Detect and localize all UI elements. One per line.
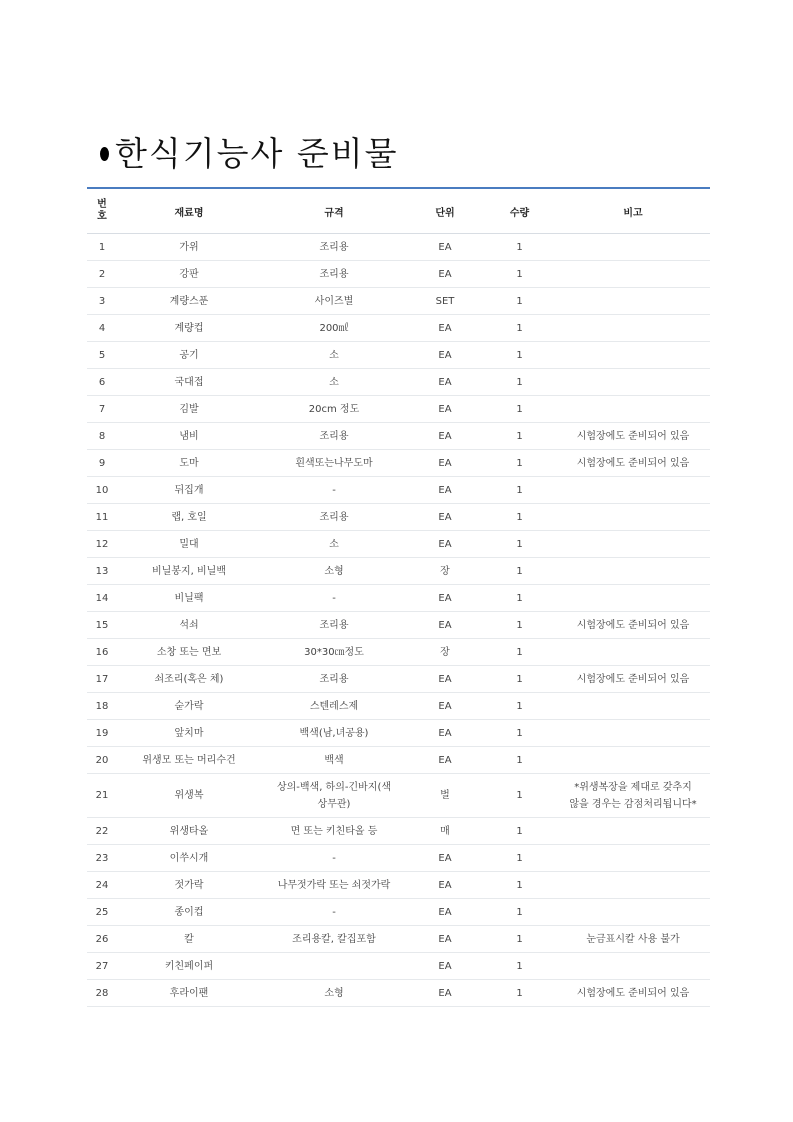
table-row bbox=[87, 926, 710, 953]
cell-unit: EA bbox=[407, 342, 483, 369]
cell-spec: 소형 bbox=[261, 980, 407, 1007]
cell-number: 16 bbox=[87, 639, 117, 666]
cell-qty: 1 bbox=[483, 450, 556, 477]
table-row bbox=[87, 747, 710, 774]
cell-note: 시험장에도 준비되어 있음 bbox=[556, 612, 710, 639]
cell-note: 시험장에도 준비되어 있음 bbox=[556, 666, 710, 693]
cell-number: 22 bbox=[87, 818, 117, 845]
cell-name: 뒤집개 bbox=[117, 477, 261, 504]
table-row bbox=[87, 450, 710, 477]
cell-spec: 흰색또는나무도마 bbox=[261, 450, 407, 477]
cell-unit: EA bbox=[407, 666, 483, 693]
page-title: 한식기능사 준비물 bbox=[115, 134, 399, 173]
cell-name: 후라이팬 bbox=[117, 980, 261, 1007]
table-row bbox=[87, 342, 710, 369]
cell-spec: 조리용 bbox=[261, 612, 407, 639]
cell-unit: EA bbox=[407, 531, 483, 558]
cell-unit: EA bbox=[407, 953, 483, 980]
cell-note bbox=[556, 872, 710, 899]
cell-number: 17 bbox=[87, 666, 117, 693]
cell-spec: 스텐레스제 bbox=[261, 693, 407, 720]
cell-note bbox=[556, 531, 710, 558]
cell-name: 젓가락 bbox=[117, 872, 261, 899]
cell-qty: 1 bbox=[483, 531, 556, 558]
cell-note: 시험장에도 준비되어 있음 bbox=[556, 980, 710, 1007]
cell-name: 키친페이퍼 bbox=[117, 953, 261, 980]
cell-qty: 1 bbox=[483, 423, 556, 450]
cell-qty: 1 bbox=[483, 288, 556, 315]
cell-number: 25 bbox=[87, 899, 117, 926]
cell-note bbox=[556, 369, 710, 396]
table-row bbox=[87, 980, 710, 1007]
cell-unit: 벌 bbox=[407, 774, 483, 818]
cell-unit: EA bbox=[407, 477, 483, 504]
cell-spec: 나무젓가락 또는 쇠젓가락 bbox=[261, 872, 407, 899]
cell-unit: EA bbox=[407, 845, 483, 872]
cell-name: 국대접 bbox=[117, 369, 261, 396]
cell-number: 20 bbox=[87, 747, 117, 774]
cell-unit: EA bbox=[407, 980, 483, 1007]
table-row bbox=[87, 612, 710, 639]
cell-qty: 1 bbox=[483, 720, 556, 747]
cell-note bbox=[556, 953, 710, 980]
supplies-table bbox=[87, 187, 710, 1007]
header-unit: 단위 bbox=[407, 188, 483, 234]
table-row bbox=[87, 504, 710, 531]
cell-unit: EA bbox=[407, 315, 483, 342]
cell-name: 계량스푼 bbox=[117, 288, 261, 315]
cell-name: 위생복 bbox=[117, 774, 261, 818]
table-row bbox=[87, 639, 710, 666]
cell-note: 눈금표시칼 사용 불가 bbox=[556, 926, 710, 953]
cell-spec: - bbox=[261, 899, 407, 926]
cell-unit: 장 bbox=[407, 558, 483, 585]
cell-note-line: 않을 경우는 감점처리됩니다* bbox=[569, 798, 697, 810]
cell-spec: 조리용 bbox=[261, 261, 407, 288]
cell-note bbox=[556, 234, 710, 261]
cell-number: 26 bbox=[87, 926, 117, 953]
table-row bbox=[87, 396, 710, 423]
bullet-icon bbox=[100, 147, 109, 161]
cell-qty: 1 bbox=[483, 818, 556, 845]
cell-spec-line: 상의-백색, 하의-긴바지(색 bbox=[276, 781, 392, 793]
header-name: 재료명 bbox=[117, 188, 261, 234]
cell-qty: 1 bbox=[483, 639, 556, 666]
cell-qty: 1 bbox=[483, 315, 556, 342]
table-row bbox=[87, 666, 710, 693]
cell-qty: 1 bbox=[483, 234, 556, 261]
table-row bbox=[87, 953, 710, 980]
cell-qty: 1 bbox=[483, 774, 556, 818]
cell-spec: 조리용 bbox=[261, 666, 407, 693]
table-row bbox=[87, 818, 710, 845]
cell-spec: 20cm 정도 bbox=[261, 396, 407, 423]
table-row bbox=[87, 558, 710, 585]
cell-number: 9 bbox=[87, 450, 117, 477]
cell-number: 18 bbox=[87, 693, 117, 720]
cell-name: 쇠조리(혹은 체) bbox=[117, 666, 261, 693]
cell-name: 랩, 호일 bbox=[117, 504, 261, 531]
cell-number: 2 bbox=[87, 261, 117, 288]
cell-note bbox=[556, 693, 710, 720]
cell-name: 숟가락 bbox=[117, 693, 261, 720]
header-number-line: 호 bbox=[97, 211, 107, 222]
table-row bbox=[87, 899, 710, 926]
table-row bbox=[87, 477, 710, 504]
cell-number: 6 bbox=[87, 369, 117, 396]
cell-qty: 1 bbox=[483, 558, 556, 585]
cell-qty: 1 bbox=[483, 369, 556, 396]
cell-spec: 백색 bbox=[261, 747, 407, 774]
cell-unit: EA bbox=[407, 423, 483, 450]
cell-number: 4 bbox=[87, 315, 117, 342]
header-number-line: 번 bbox=[97, 199, 107, 210]
cell-spec: 30*30㎝정도 bbox=[261, 639, 407, 666]
table-row bbox=[87, 288, 710, 315]
cell-spec bbox=[261, 953, 407, 980]
cell-qty: 1 bbox=[483, 845, 556, 872]
table-row bbox=[87, 872, 710, 899]
cell-name: 냄비 bbox=[117, 423, 261, 450]
cell-qty: 1 bbox=[483, 666, 556, 693]
cell-number: 12 bbox=[87, 531, 117, 558]
cell-note bbox=[556, 477, 710, 504]
cell-name: 도마 bbox=[117, 450, 261, 477]
cell-unit: EA bbox=[407, 504, 483, 531]
cell-note bbox=[556, 845, 710, 872]
cell-name: 위생모 또는 머리수건 bbox=[117, 747, 261, 774]
cell-name: 계량컵 bbox=[117, 315, 261, 342]
cell-number: 19 bbox=[87, 720, 117, 747]
table-row bbox=[87, 531, 710, 558]
cell-name: 공기 bbox=[117, 342, 261, 369]
cell-unit: EA bbox=[407, 234, 483, 261]
cell-spec: 소 bbox=[261, 342, 407, 369]
cell-name: 가위 bbox=[117, 234, 261, 261]
cell-name: 밀대 bbox=[117, 531, 261, 558]
header-qty: 수량 bbox=[483, 188, 556, 234]
cell-number: 24 bbox=[87, 872, 117, 899]
cell-qty: 1 bbox=[483, 504, 556, 531]
cell-name: 칼 bbox=[117, 926, 261, 953]
cell-number: 27 bbox=[87, 953, 117, 980]
cell-qty: 1 bbox=[483, 612, 556, 639]
cell-qty: 1 bbox=[483, 693, 556, 720]
cell-note bbox=[556, 899, 710, 926]
cell-unit: EA bbox=[407, 612, 483, 639]
header-number bbox=[87, 188, 117, 234]
cell-number: 7 bbox=[87, 396, 117, 423]
cell-unit: EA bbox=[407, 396, 483, 423]
cell-qty: 1 bbox=[483, 477, 556, 504]
cell-name: 앞치마 bbox=[117, 720, 261, 747]
cell-qty: 1 bbox=[483, 872, 556, 899]
table-row bbox=[87, 720, 710, 747]
cell-name: 강판 bbox=[117, 261, 261, 288]
cell-qty: 1 bbox=[483, 899, 556, 926]
table-row bbox=[87, 234, 710, 261]
cell-note bbox=[556, 261, 710, 288]
cell-unit: EA bbox=[407, 747, 483, 774]
cell-spec: 200㎖ bbox=[261, 315, 407, 342]
cell-qty: 1 bbox=[483, 342, 556, 369]
cell-name: 종이컵 bbox=[117, 899, 261, 926]
cell-qty: 1 bbox=[483, 980, 556, 1007]
cell-name: 이쑤시개 bbox=[117, 845, 261, 872]
cell-spec: 백색(남,녀공용) bbox=[261, 720, 407, 747]
table-row bbox=[87, 845, 710, 872]
cell-spec: - bbox=[261, 477, 407, 504]
cell-qty: 1 bbox=[483, 953, 556, 980]
cell-spec-line: 상무관) bbox=[317, 798, 351, 810]
cell-spec bbox=[261, 774, 407, 818]
cell-name: 소창 또는 면보 bbox=[117, 639, 261, 666]
cell-note bbox=[556, 747, 710, 774]
cell-spec: 면 또는 키친타올 등 bbox=[261, 818, 407, 845]
cell-note bbox=[556, 639, 710, 666]
table-header-row bbox=[87, 188, 710, 234]
cell-spec: 소형 bbox=[261, 558, 407, 585]
cell-note bbox=[556, 315, 710, 342]
cell-unit: EA bbox=[407, 899, 483, 926]
cell-note bbox=[556, 585, 710, 612]
table-row bbox=[87, 585, 710, 612]
cell-spec: 사이즈별 bbox=[261, 288, 407, 315]
cell-qty: 1 bbox=[483, 926, 556, 953]
cell-spec: 조리용 bbox=[261, 423, 407, 450]
header-note: 비고 bbox=[556, 188, 710, 234]
cell-unit: 매 bbox=[407, 818, 483, 845]
cell-spec: 소 bbox=[261, 531, 407, 558]
cell-spec: 조리용 bbox=[261, 234, 407, 261]
cell-number: 21 bbox=[87, 774, 117, 818]
cell-note bbox=[556, 288, 710, 315]
table-row bbox=[87, 369, 710, 396]
cell-number: 14 bbox=[87, 585, 117, 612]
cell-spec: - bbox=[261, 585, 407, 612]
cell-qty: 1 bbox=[483, 747, 556, 774]
cell-qty: 1 bbox=[483, 261, 556, 288]
cell-number: 10 bbox=[87, 477, 117, 504]
cell-number: 15 bbox=[87, 612, 117, 639]
table-row bbox=[87, 423, 710, 450]
cell-name: 석쇠 bbox=[117, 612, 261, 639]
cell-name: 비닐팩 bbox=[117, 585, 261, 612]
header-spec: 규격 bbox=[261, 188, 407, 234]
cell-unit: EA bbox=[407, 261, 483, 288]
cell-name: 김발 bbox=[117, 396, 261, 423]
cell-unit: EA bbox=[407, 720, 483, 747]
cell-note bbox=[556, 558, 710, 585]
cell-note bbox=[556, 342, 710, 369]
cell-number: 13 bbox=[87, 558, 117, 585]
cell-unit: EA bbox=[407, 693, 483, 720]
cell-number: 5 bbox=[87, 342, 117, 369]
cell-note: 시험장에도 준비되어 있음 bbox=[556, 423, 710, 450]
cell-spec: - bbox=[261, 845, 407, 872]
cell-number: 8 bbox=[87, 423, 117, 450]
cell-unit: EA bbox=[407, 872, 483, 899]
cell-number: 3 bbox=[87, 288, 117, 315]
cell-number: 23 bbox=[87, 845, 117, 872]
cell-number: 28 bbox=[87, 980, 117, 1007]
cell-unit: EA bbox=[407, 369, 483, 396]
cell-unit: EA bbox=[407, 450, 483, 477]
cell-name: 비닐봉지, 비닐백 bbox=[117, 558, 261, 585]
cell-spec: 조리용 bbox=[261, 504, 407, 531]
cell-note bbox=[556, 396, 710, 423]
cell-unit: EA bbox=[407, 585, 483, 612]
cell-note bbox=[556, 818, 710, 845]
table-row bbox=[87, 315, 710, 342]
cell-unit: 장 bbox=[407, 639, 483, 666]
table-row bbox=[87, 261, 710, 288]
cell-spec: 소 bbox=[261, 369, 407, 396]
cell-qty: 1 bbox=[483, 396, 556, 423]
cell-note-line: *위생복장을 제대로 갖추지 bbox=[574, 781, 692, 793]
cell-unit: SET bbox=[407, 288, 483, 315]
table-row bbox=[87, 774, 710, 818]
cell-note: 시험장에도 준비되어 있음 bbox=[556, 450, 710, 477]
table-body bbox=[87, 234, 710, 1007]
cell-number: 1 bbox=[87, 234, 117, 261]
cell-number: 11 bbox=[87, 504, 117, 531]
title-row bbox=[100, 128, 399, 175]
cell-note bbox=[556, 504, 710, 531]
cell-qty: 1 bbox=[483, 585, 556, 612]
cell-name: 위생타올 bbox=[117, 818, 261, 845]
cell-note bbox=[556, 720, 710, 747]
cell-note bbox=[556, 774, 710, 818]
cell-spec: 조리용칼, 칼집포함 bbox=[261, 926, 407, 953]
cell-unit: EA bbox=[407, 926, 483, 953]
table-row bbox=[87, 693, 710, 720]
